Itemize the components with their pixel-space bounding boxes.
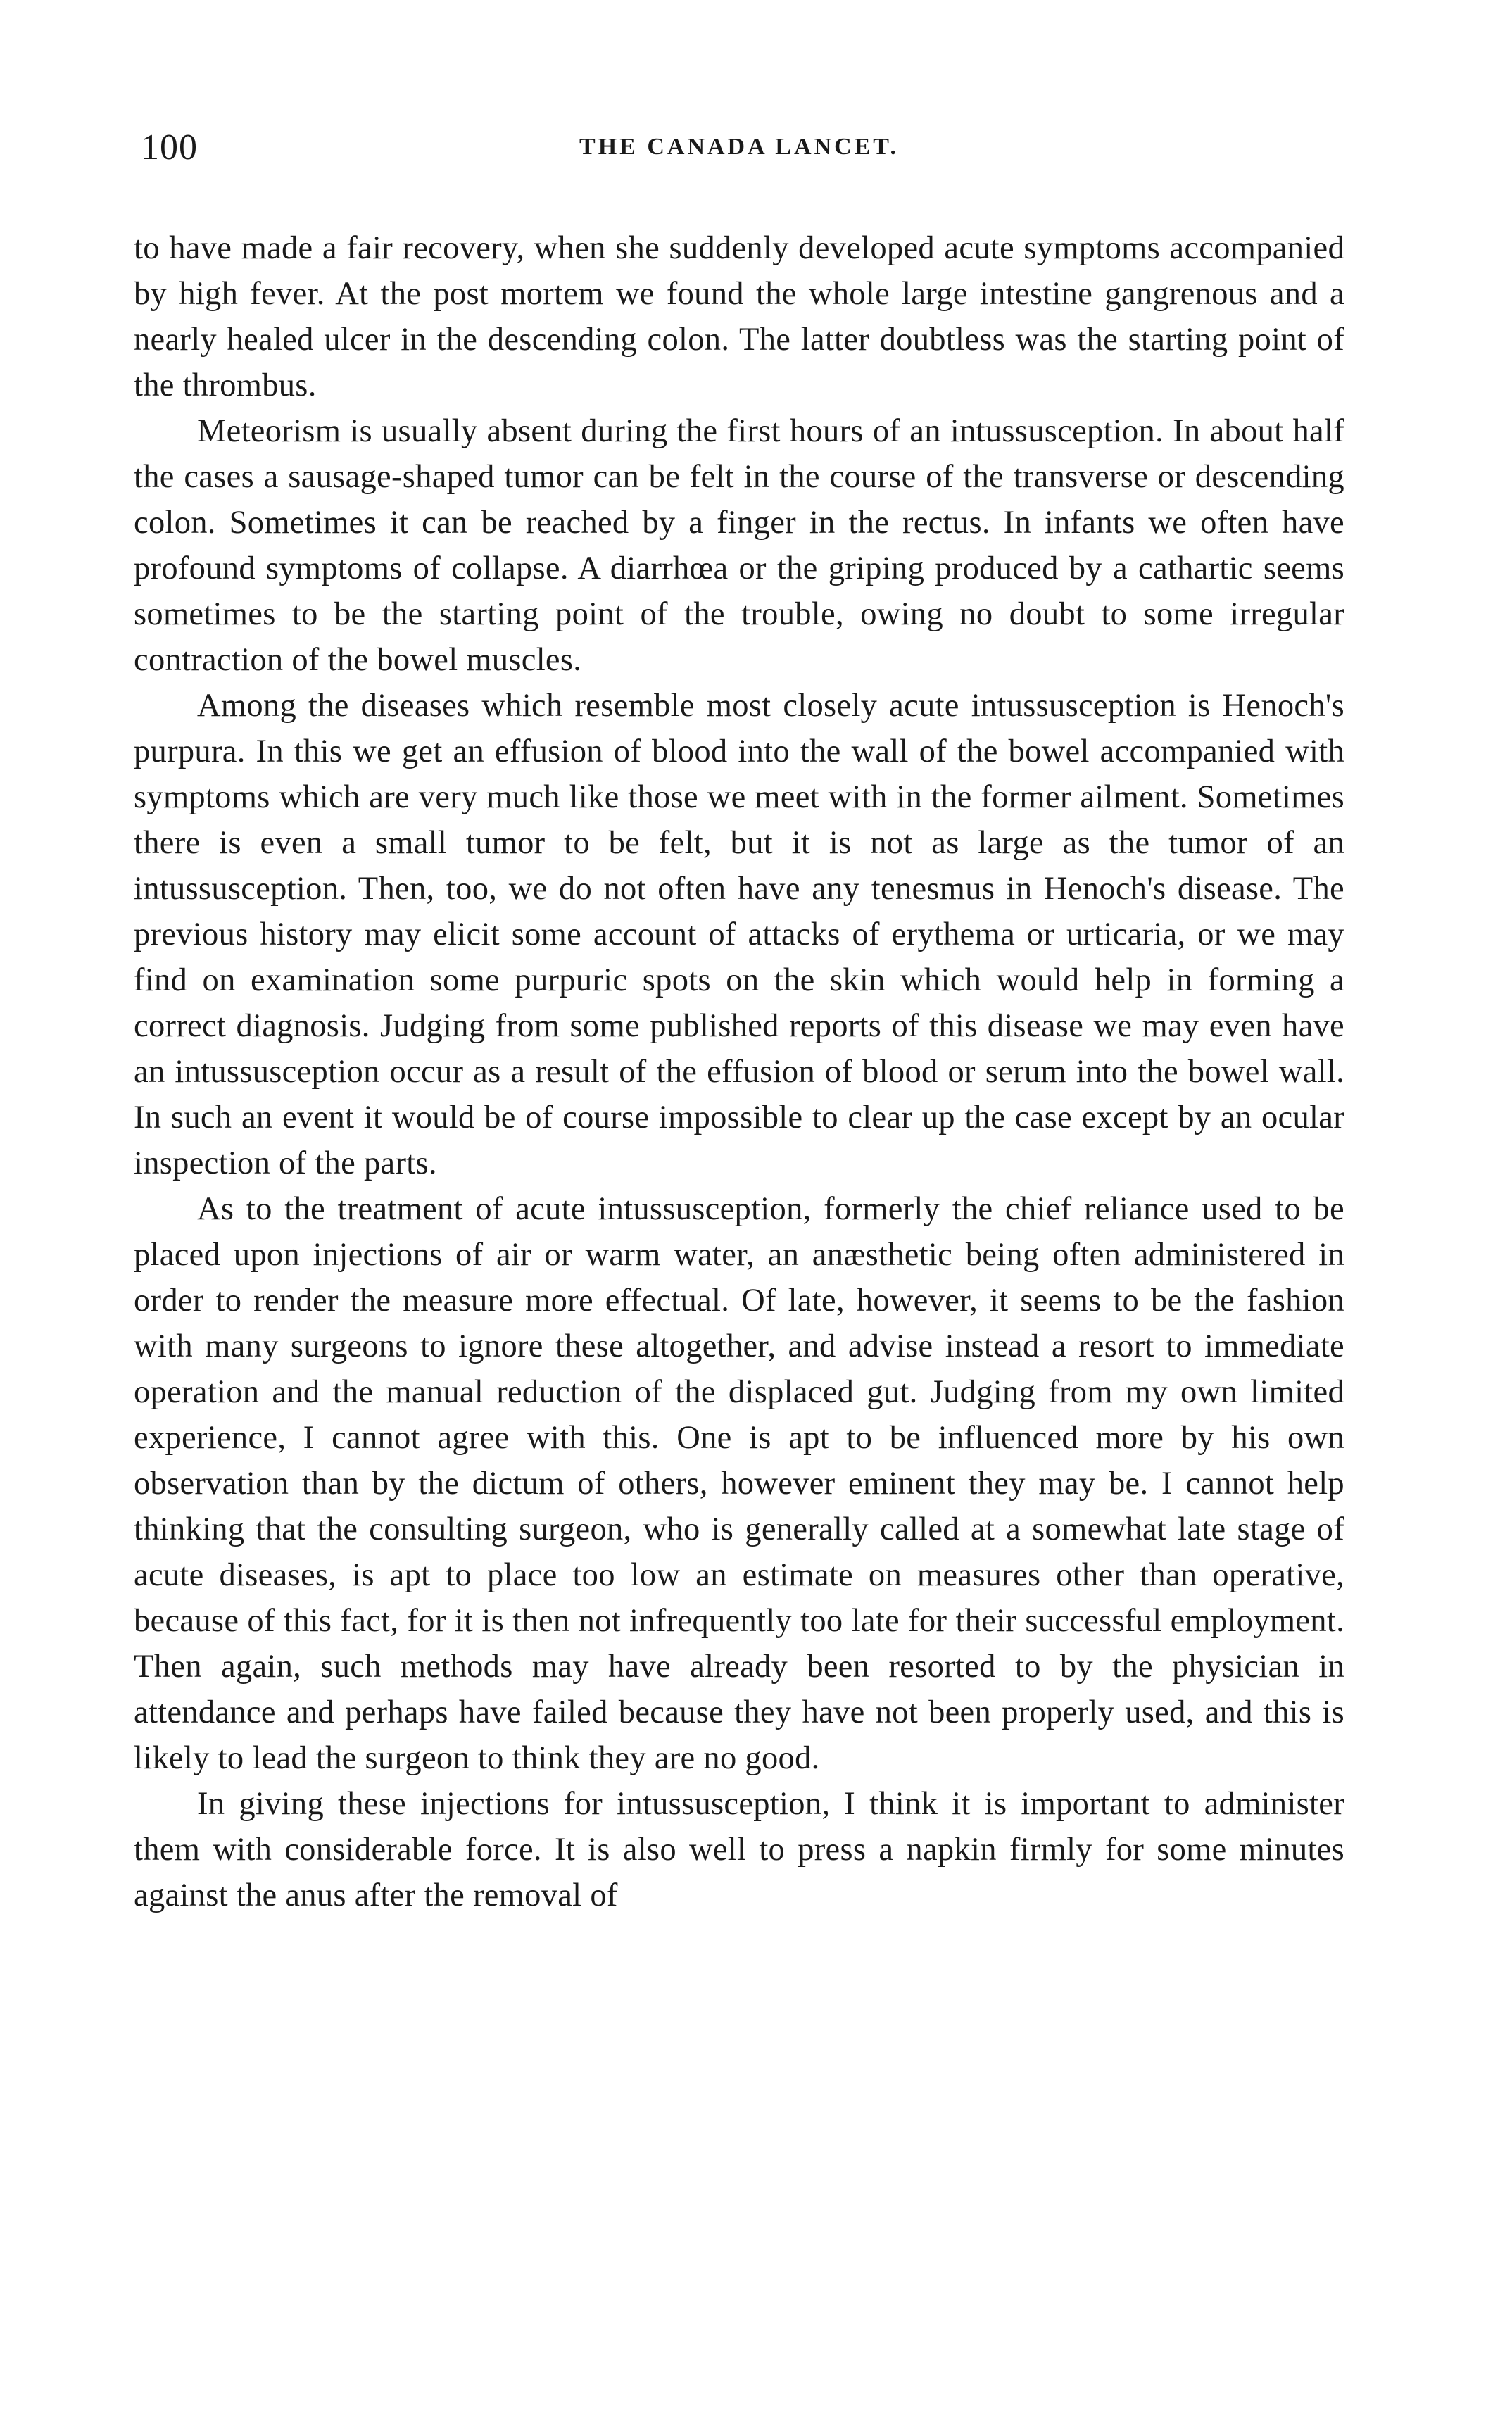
page-number: 100 (141, 127, 198, 168)
paragraph-henochs-purpura: Among the diseases which resemble most closely acute intussusception is Henoch's purpura. In this we get an effusion of blood into the wall of the bowel accompanied with symptoms which are very much like those we meet with in the former ailment. Sometimes there is even a small tumor to be felt, but it is not as large as the tumor of an intussusception. Then, too, we do not often have any tenesmus in Henoch's disease. The previous history may elicit some account of attacks of erythema or urticaria, or we may find on examination some purpuric spots on the skin which would help in forming a correct diagnosis. Judging from some published reports of this disease we may even have an intussusception occur as a result of the effusion of blood or serum into the bowel wall. In such an event it would be of course impossible to clear up the case except by an ocular inspection of the parts. (134, 688, 1344, 1181)
paragraph-continuation: to have made a fair recovery, when she suddenly developed acute symptoms accompanied by high fever. At the post mortem we found the whole large intestine gangrenous and a nearly healed ulcer in the descending colon. The latter doubtless was the starting point of the thrombus. (134, 230, 1344, 403)
page (134, 127, 1344, 1918)
paragraph-injections: In giving these injections for intussusception, I think it is important to administer them with considerable force. It is also well to press a napkin firmly for some minutes against the anus after the removal of (134, 1786, 1344, 1913)
paragraph-treatment: As to the treatment of acute intussusception, formerly the chief reliance used to be placed upon injections of air or warm water, an anæsthetic being often administered in order to render the measure more effectual. Of late, however, it seems to be the fashion with many surgeons to ignore these altogether, and advise instead a resort to immediate operation and the manual reduction of the displaced gut. Judging from my own limited experience, I cannot agree with this. One is apt to be influenced more by his own observation than by the dictum of others, however eminent they may be. I cannot help thinking that the consulting surgeon, who is generally called at a somewhat late stage of acute diseases, is apt to place too low an estimate on measures other than operative, because of this fact, for it is then not infrequently too late for their successful employment. Then again, such methods may have already been resorted to by the physician in attendance and perhaps have failed because they have not been properly used, and this is likely to lead the surgeon to think they are no good. (134, 1191, 1344, 1776)
paragraph-meteorism: Meteorism is usually absent during the first hours of an intussusception. In about half the cases a sausage-shaped tumor can be felt in the course of the transverse or descending colon. Sometimes it can be reached by a finger in the rectus. In infants we often have profound symptoms of collapse. A diarrhœa or the griping produced by a cathartic seems sometimes to be the starting point of the trouble, owing no doubt to some irregular contraction of the bowel muscles. (134, 413, 1344, 678)
body-text (134, 225, 1344, 1918)
running-head (134, 127, 1344, 204)
journal-title: THE CANADA LANCET. (579, 134, 899, 160)
